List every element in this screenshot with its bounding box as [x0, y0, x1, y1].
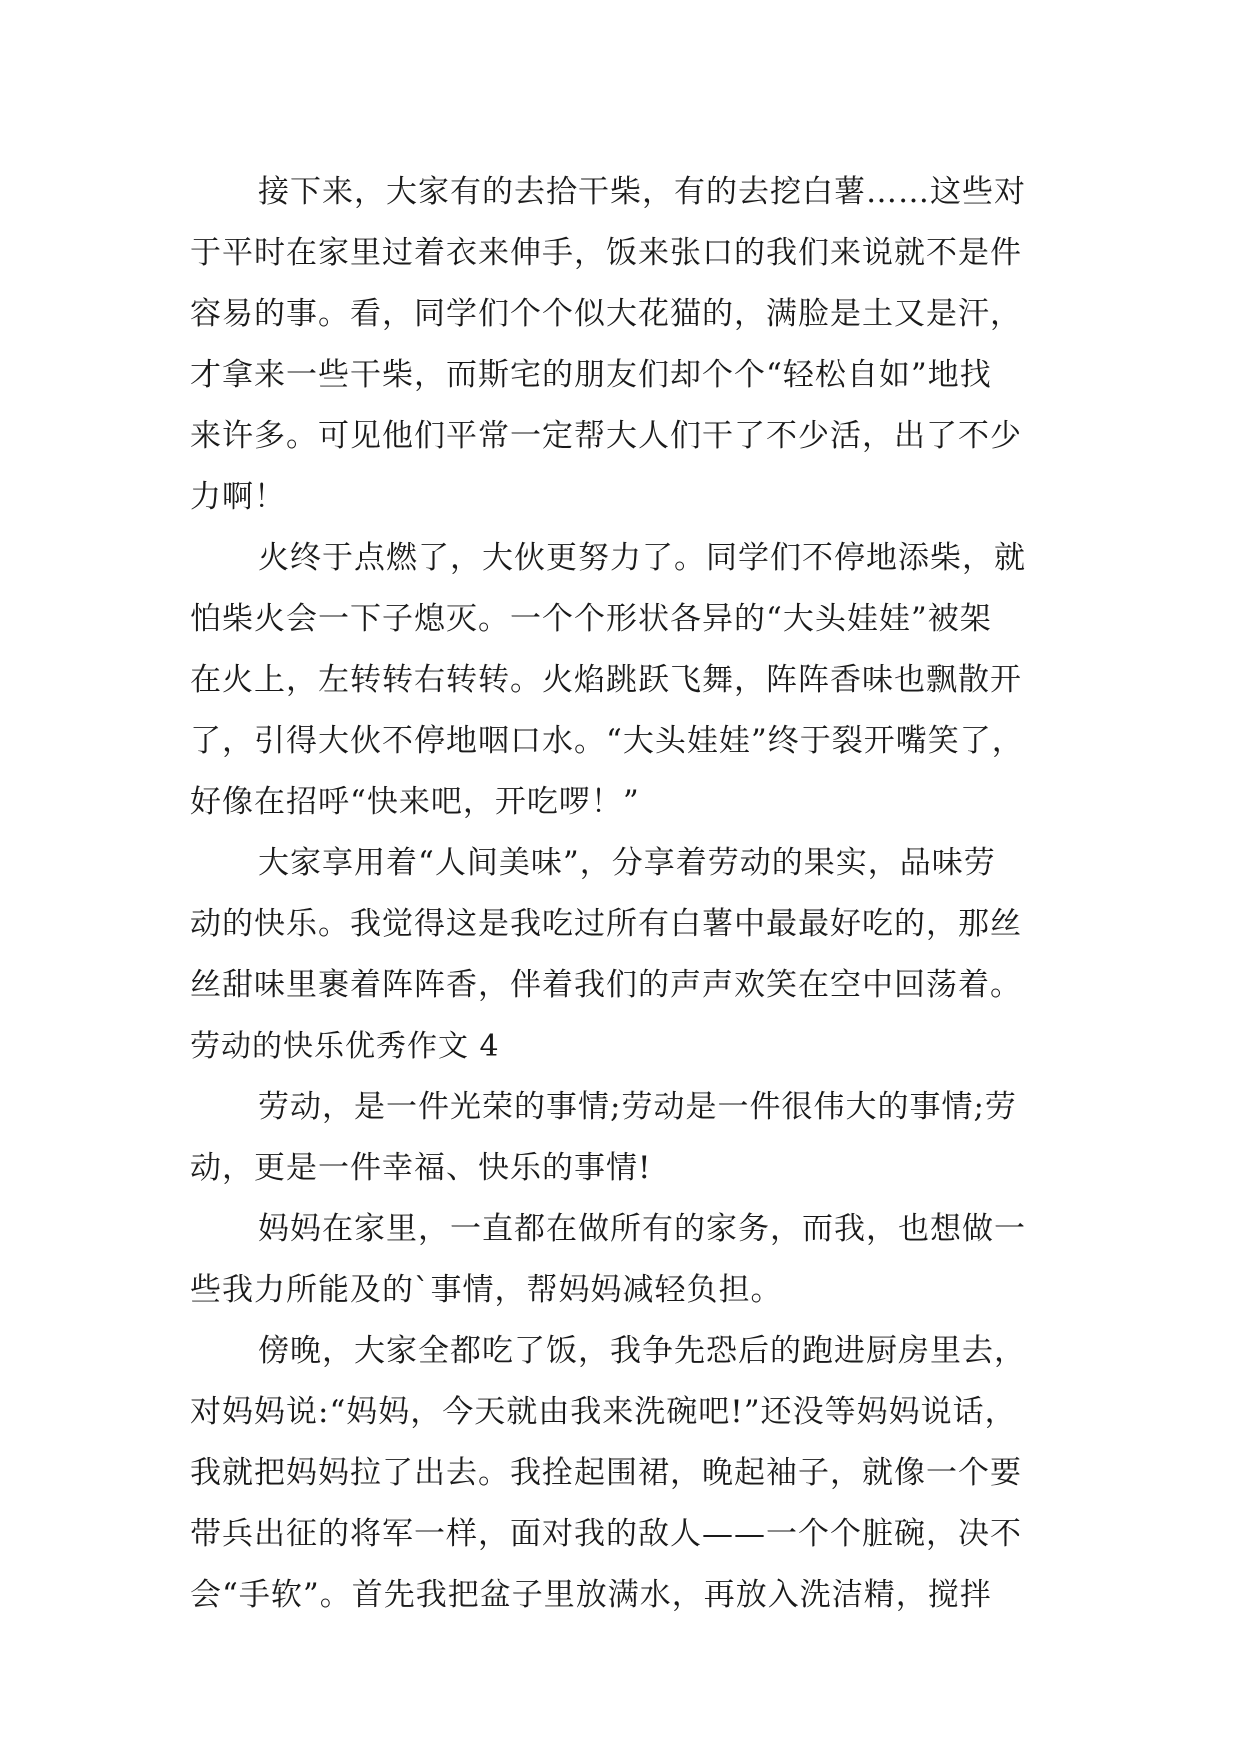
text-line: 接下来，大家有的去拾干柴，有的去挖白薯……这些对 [258, 174, 1026, 210]
text-line: 了，引得大伙不停地咽口水。“大头娃娃”终于裂开嘴笑了， [190, 723, 1024, 759]
text-line: 大家享用着“人间美味”，分享着劳动的果实，品味劳 [258, 845, 996, 881]
text-line: 好像在招呼“快来吧，开吃啰！” [190, 784, 640, 820]
document-body [190, 162, 1070, 1626]
text-line: 火终于点燃了，大伙更努力了。同学们不停地添柴，就 [258, 540, 1026, 576]
text-line: 妈妈在家里，一直都在做所有的家务，而我，也想做一 [258, 1211, 1026, 1247]
text-line: 于平时在家里过着衣来伸手，饭来张口的我们来说就不是件 [190, 235, 1022, 271]
text-line: 傍晚，大家全都吃了饭，我争先恐后的跑进厨房里去， [258, 1333, 1026, 1369]
text-line: 我就把妈妈拉了出去。我拴起围裙，晚起袖子，就像一个要 [190, 1455, 1022, 1491]
text-line: 容易的事。看，同学们个个似大花猫的，满脸是土又是汗， [190, 296, 1022, 332]
text-line: 动的快乐。我觉得这是我吃过所有白薯中最最好吃的，那丝 [190, 906, 1022, 942]
text-line: 带兵出征的将军一样，面对我的敌人——一个个脏碗，决不 [190, 1516, 1022, 1552]
text-line: 才拿来一些干柴，而斯宅的朋友们却个个“轻松自如”地找 [190, 357, 992, 393]
text-line: 来许多。可见他们平常一定帮大人们干了不少活，出了不少 [190, 418, 1022, 454]
text-line: 劳动，是一件光荣的事情;劳动是一件很伟大的事情;劳 [258, 1089, 1017, 1125]
text-line: 对妈妈说:“妈妈，今天就由我来洗碗吧!”还没等妈妈说话， [190, 1394, 1017, 1430]
text-line: 动，更是一件幸福、快乐的事情! [190, 1150, 652, 1186]
section-heading: 劳动的快乐优秀作文 4 [190, 1029, 500, 1064]
text-line: 丝甜味里裹着阵阵香，伴着我们的声声欢笑在空中回荡着。 [190, 967, 1022, 1003]
text-line: 在火上，左转转右转转。火焰跳跃飞舞，阵阵香味也飘散开 [190, 662, 1022, 698]
text-line: 会“手软”。首先我把盆子里放满水，再放入洗洁精，搅拌 [190, 1577, 992, 1613]
text-line: 怕柴火会一下子熄灭。一个个形状各异的“大头娃娃”被架 [190, 601, 992, 637]
text-line: 些我力所能及的`事情，帮妈妈减轻负担。 [190, 1272, 783, 1308]
text-line: 力啊！ [190, 479, 286, 515]
